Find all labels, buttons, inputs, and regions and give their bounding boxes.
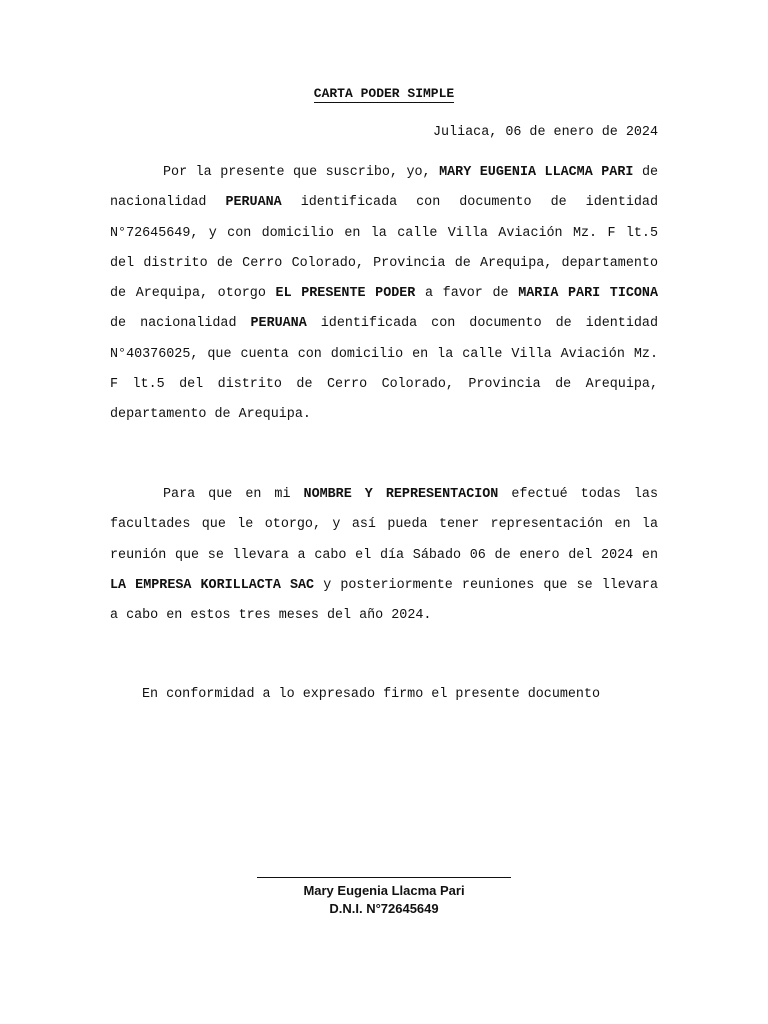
text-segment: de nacionalidad bbox=[110, 316, 251, 332]
bold-segment: LA EMPRESA KORILLACTA SAC bbox=[110, 577, 315, 593]
document-date: Juliaca, 06 de enero de 2024 bbox=[433, 125, 658, 140]
paragraph-facultades bbox=[110, 480, 658, 631]
signatory-name: Mary Eugenia Llacma Pari bbox=[303, 883, 465, 898]
paragraph-poder bbox=[110, 158, 658, 431]
document-title bbox=[0, 86, 768, 102]
signatory-dni: D.N.I. N°72645649 bbox=[329, 901, 439, 916]
signature-line bbox=[257, 877, 511, 878]
bold-segment: MARIA PARI TICONA bbox=[518, 286, 658, 302]
text-segment: identificada con documento de identidad N°40376025, que cuenta con domicilio en la calle Villa Aviación Mz. F lt.5 del distrito de Cerro Colorado, Provincia de Arequipa, departamento de Arequipa. bbox=[110, 316, 658, 423]
text-segment: Para que en mi bbox=[163, 487, 304, 502]
closing-statement: En conformidad a lo expresado firmo el presente documento bbox=[142, 687, 601, 702]
text-segment: de nacionalidad bbox=[110, 165, 659, 211]
text-segment: identificada con documento de identidad N°72645649, y con domicilio en la calle Villa Aviación Mz. F lt.5 del distrito de Cerro Colorado, Provincia de Arequipa, departamento de Arequipa, otorgo bbox=[110, 195, 659, 302]
bold-segment: PERUANA bbox=[225, 195, 282, 211]
bold-segment: MARY EUGENIA LLACMA PARI bbox=[439, 165, 634, 180]
text-segment: y posteriormente reuniones que se llevara a cabo en estos tres meses del año 2024. bbox=[110, 577, 658, 624]
bold-segment: EL PRESENTE PODER bbox=[275, 286, 416, 302]
bold-segment: NOMBRE Y REPRESENTACION bbox=[303, 487, 499, 502]
signature-block bbox=[0, 864, 768, 918]
bold-segment: PERUANA bbox=[250, 316, 307, 332]
text-segment: efectué todas las facultades que le otorgo, y así pueda tener representación en la reunión que se llevara a cabo el día Sábado 06 de enero del 2024 en bbox=[110, 487, 658, 563]
text-segment: Por la presente que suscribo, yo, bbox=[163, 165, 440, 180]
text-segment: a favor de bbox=[415, 286, 519, 302]
document-title-text: CARTA PODER SIMPLE bbox=[313, 86, 455, 101]
